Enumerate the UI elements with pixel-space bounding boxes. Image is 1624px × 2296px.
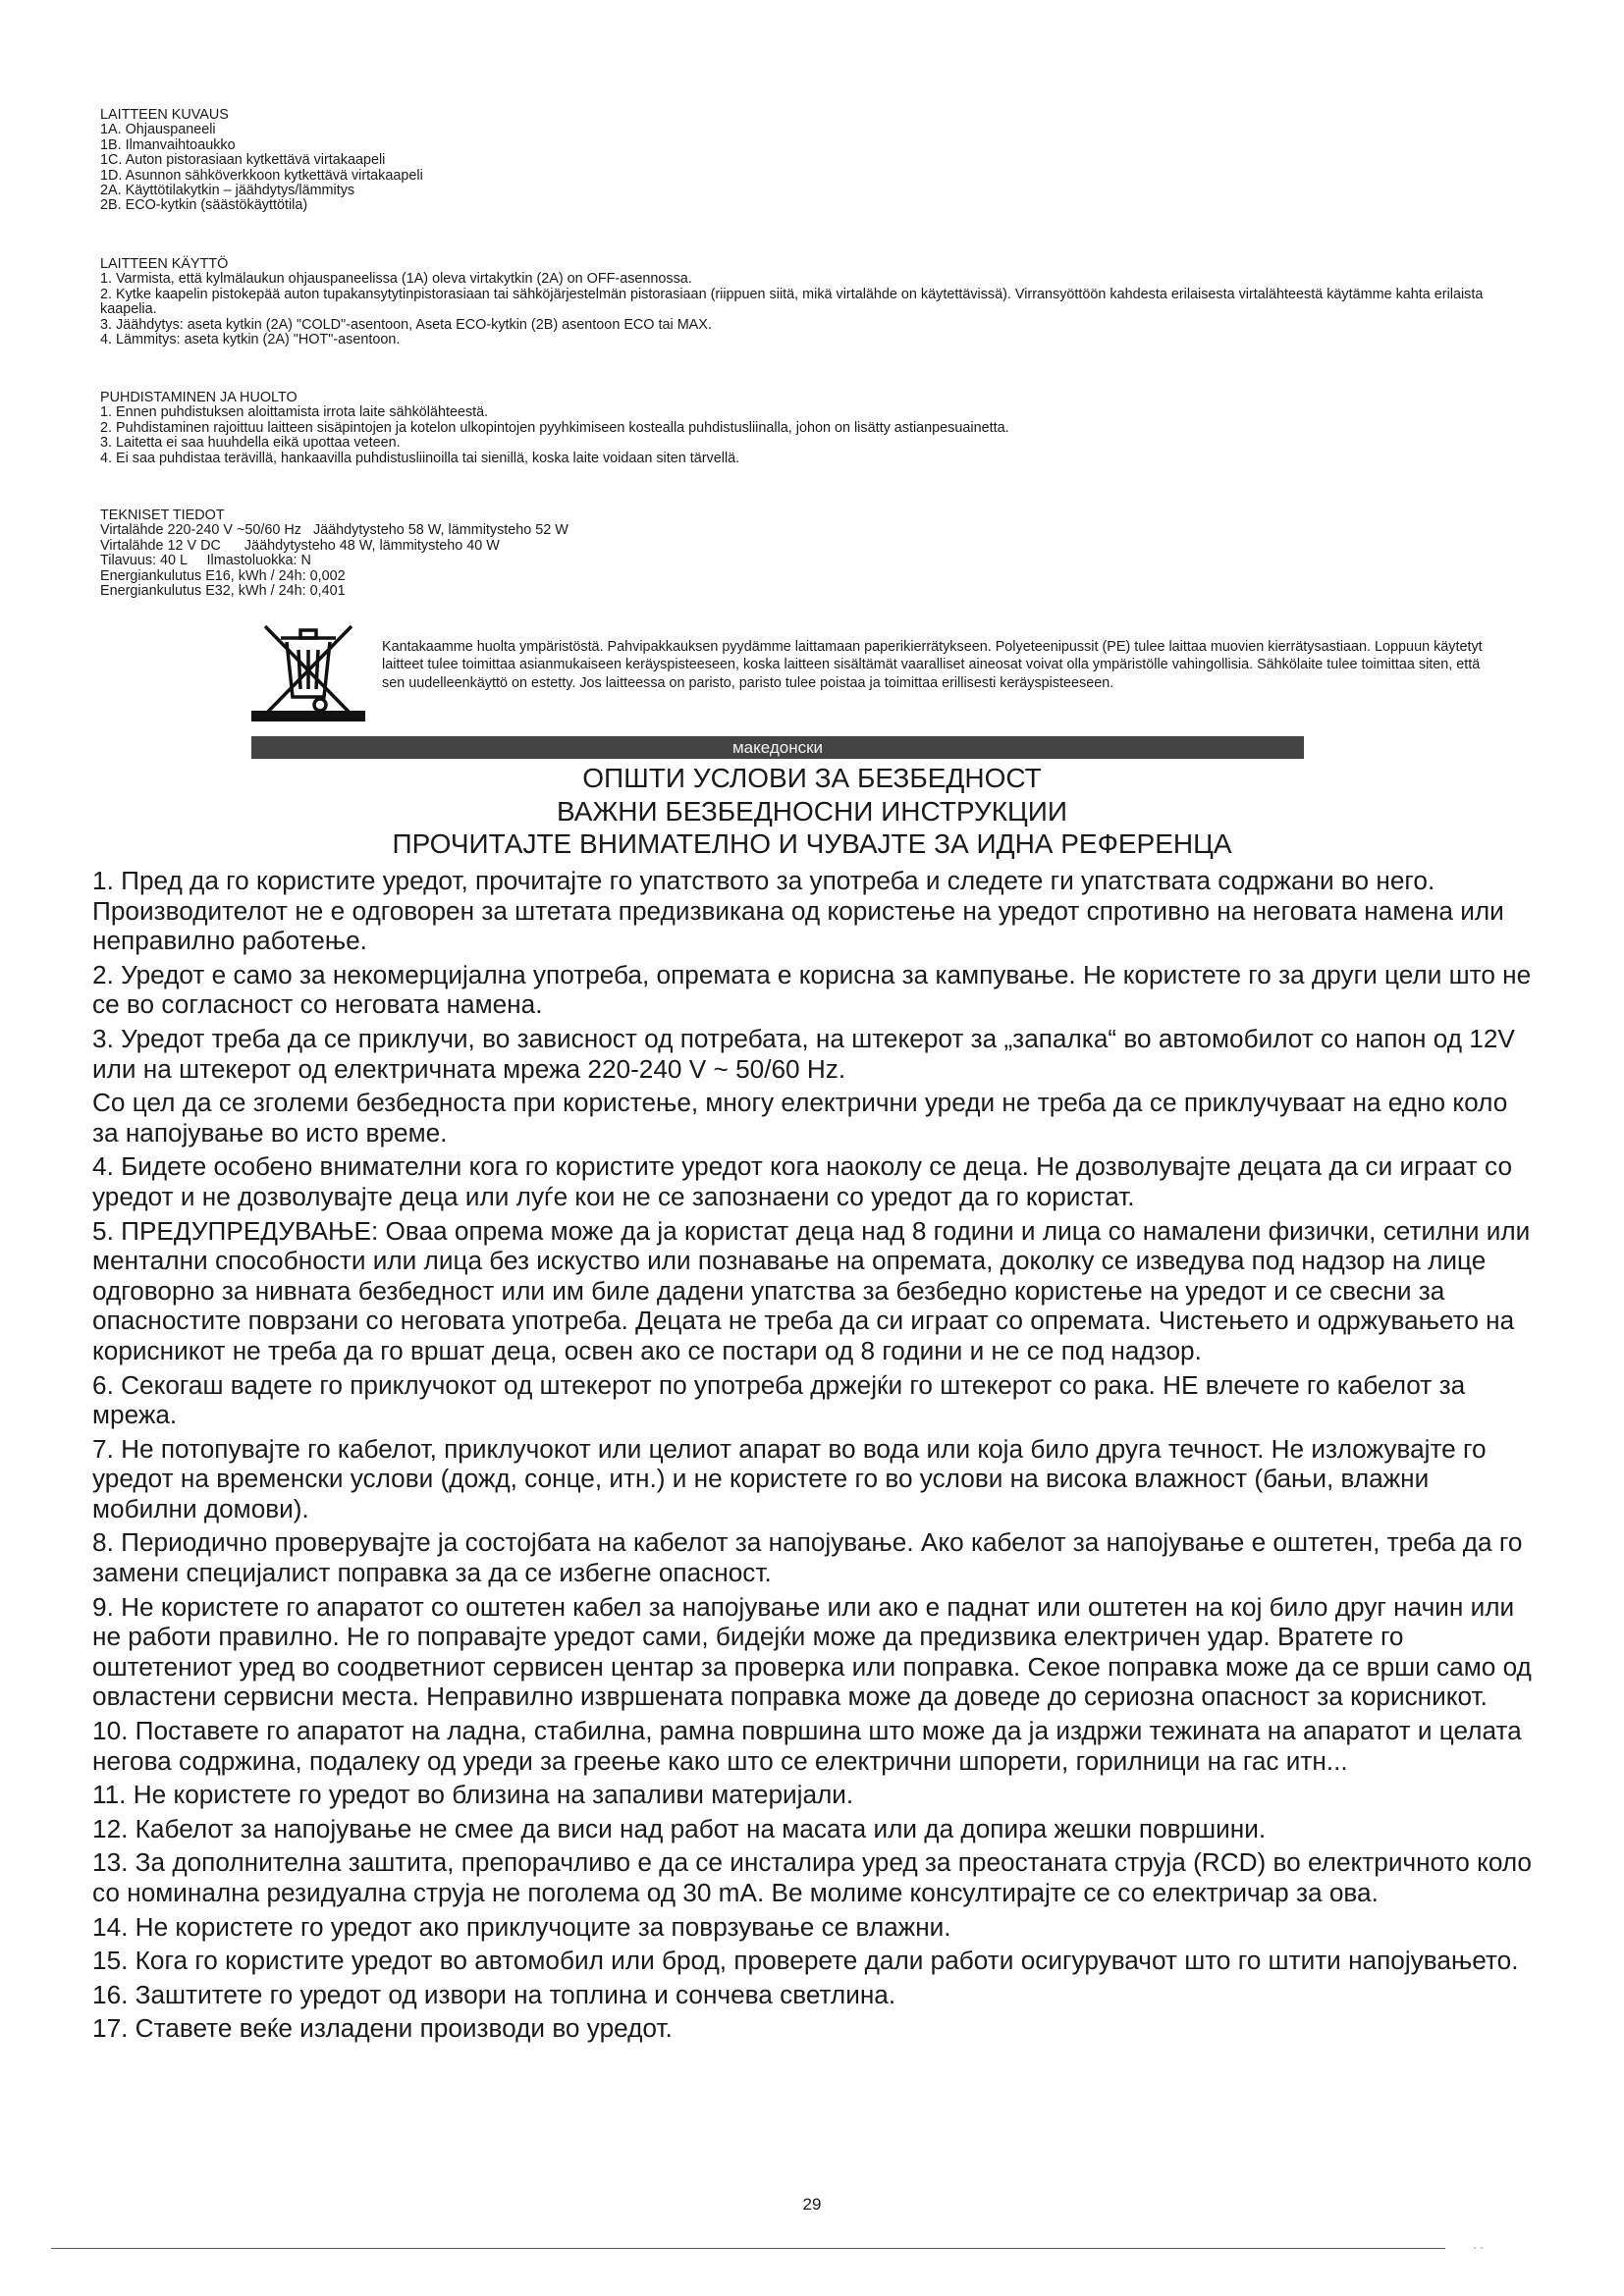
title-general-safety (100, 762, 1524, 795)
list-item: 1A. Ohjauspaneeli (100, 122, 216, 138)
spec-line: Virtalähde 12 V DC Jäähdytysteho 48 W, lämmitysteho 40 W (100, 537, 500, 554)
list-item: 4. Lämmitys: aseta kytkin (2A) "HOT"-asentoon. (100, 332, 401, 348)
instruction-paragraph: 2. Уредот е само за некомерцијална употреба, опремата е корисна за кампување. Не користете го за други цели што не се во согласност со неговата намена. (92, 959, 1532, 1020)
instruction-paragraph: 8. Периодично проверувајте ја состојбата на кабелот за напојување. Ако кабелот за напојување е оштетен, треба да го замени специјалист поправка за да се избегне опасност. (92, 1527, 1523, 1588)
instruction-paragraph: Со цел да се зголеми безбедноста при користење, многу електрични уреди не треба да се приклучуваат на едно коло за напојување во исто време. (92, 1088, 1508, 1148)
title-line: ОПШТИ УСЛОВИ ЗА БЕЗБЕДНОСТ (582, 763, 1042, 793)
instruction-paragraph: 4. Бидете особено внимателни кога го користите уредот кога наоколу се деца. Не дозволувајте децата да си играат со уредот и не дозволувајте деца или луѓе кои не се запознаени со уредот да го користат. (92, 1151, 1513, 1211)
section-heading: TEKNISET TIEDOT (100, 507, 225, 523)
list-item: 3. Laitetta ei saa huuhdella eikä upottaa veteen. (100, 435, 401, 452)
list-item: 4. Ei saa puhdistaa terävillä, hankaavilla puhdistusliinoilla tai sienillä, koska laite voidaan siten tärvellä. (100, 450, 740, 466)
instruction-paragraph: 17. Ставете веќе изладени производи во уредот. (92, 2013, 673, 2044)
instruction-paragraph: 12. Кабелот за напојување не смее да виси над работ на масата или да допира жешки површини. (92, 1813, 1267, 1843)
section-laitteen-kaytto (100, 257, 1524, 347)
section-heading: LAITTEEN KUVAUS (100, 107, 229, 123)
instruction-paragraph: 16. Заштитете го уредот од извори на топлина и сончева светлина. (92, 1979, 896, 2009)
instruction-paragraph: 7. Не потопувајте го кабелот, приклучокот или целиот апарат во вода или која било друга течност. Не изложувајте го уредот на временски услови (дожд, сонце, итн.) и не користете го во услови на висока влажност (бањи, влажни мобилни домови). (92, 1433, 1487, 1523)
page-number: 29 (802, 2195, 822, 2214)
weee-underline-bar (251, 711, 365, 721)
instruction-paragraph: 5. ПРЕДУПРЕДУВАЊЕ: Оваа опрема може да ја користат деца над 8 години и лица со намалени физички, сетилни или ментални способности или лица без искуство или познавање на опремата, доколку се изведува под надзор на лице одговорно за нивната безбедност или им биле дадени упатства за безбедно користење на уредот и се свесни за опасностите поврзани со неговата употреба. Децата не треба да си играат со опремата. Чистењето и одржувањето на корисникот не треба да го вршат деца, освен ако се постари од 8 години и не се под надзор. (92, 1215, 1531, 1365)
instruction-paragraph: 9. Не користете го апаратот со оштетен кабел за напојување или ако е паднат или оштетен на кој било друг начин или не работи правилно. Не го поправајте уредот сами, бидејќи може да предизвика електричен удар. Вратете го оштетениот уред во соодветниот сервисен центар за проверка или поправка. Секое поправка може да се врши само од овластени сервисни места. Неправилно извршената поправка може да доведе до сериозна опасност за корисникот. (92, 1591, 1532, 1712)
spec-line: Tilavuus: 40 L Ilmastoluokka: N (100, 553, 311, 569)
list-item: 1C. Auton pistorasiaan kytkettävä virtakaapeli (100, 152, 386, 169)
footer-divider (51, 2248, 1445, 2249)
instruction-paragraph: 3. Уредот треба да се приклучи, во зависност од потребата, на штекерот за „запалка“ во автомобилот со напон од 12V или на штекерот од електричната мрежа 220-240 V ~ 50/60 Hz. (92, 1023, 1515, 1084)
environment-note: Kantakaamme huolta ympäristöstä. Pahvipakkauksen pyydämme laittamaan paperikierrätykseen. Polyeteenipussit (PE) tulee laittaa muovien kierrätysastiaan. Loppuun käytetyt laitteet tulee toimittaa asianmukaiseen keräyspisteeseen, koska laitteen sisältämät vaaralliset aineosat voivat olla ympäristölle vahingollisia. Sähkölaite tulee toimittaa siten, että sen uudelleenkäyttö on estetty. Jos laitteessa on paristo, paristo tulee poistaa ja toimittaa erillisesti keräyspisteeseen. (382, 639, 1483, 691)
instruction-paragraph: 6. Секогаш вадете го приклучокот од штекерот по употреба држејќи го штекерот со рака. НЕ влечете го кабелот за мрежа. (92, 1369, 1466, 1430)
title-line: ВАЖНИ БЕЗБЕДНОСНИ ИНСТРУКЦИИ (557, 796, 1067, 827)
spec-line: Virtalähde 220-240 V ~50/60 Hz Jäähdytysteho 58 W, lämmitysteho 52 W (100, 522, 568, 539)
section-heading: PUHDISTAMINEN JA HUOLTO (100, 390, 298, 405)
instruction-paragraph: 1. Пред да го користите уредот, прочитајте го упатството за употреба и следете ги упатствата содржани во него. Производителот не е одговорен за штетата предизвикана од користење на уредот спротивно на неговата намена или неправилно работење. (92, 866, 1504, 956)
instruction-paragraph: 15. Кога го користите уредот во автомобил или брод, проверете дали работи осигурувачот што го штити напојувањето. (92, 1946, 1519, 1976)
language-bar: македонски (251, 736, 1304, 759)
spec-line: Energiankulutus E32, kWh / 24h: 0,401 (100, 583, 346, 600)
title-read-carefully (100, 828, 1524, 861)
footer-marks: ·· (1473, 2240, 1487, 2254)
list-item: 1. Varmista, että kylmälaukun ohjauspaneelissa (1A) oleva virtakytkin (2A) on OFF-asennossa. (100, 271, 692, 288)
list-item: 2. Kytke kaapelin pistokepää auton tupakansytytinpistorasiaan tai sähköjärjestelmän pistorasiaan (riippuen siitä, mikä virtalähde on käytettävissä). Virransyöttöön kahdesta erilaisesta virtalähteestä käytämme kahta erilaista kaapelia. (100, 286, 1484, 318)
safety-instructions (92, 866, 1532, 2048)
list-item: 1. Ennen puhdistuksen aloittamista irrota laite sähkölähteestä. (100, 404, 489, 421)
list-item: 1B. Ilmanvaihtoaukko (100, 136, 236, 153)
list-item: 2. Puhdistaminen rajoittuu laitteen sisäpintojen ja kotelon ulkopintojen pyyhkimiseen kostealla puhdistusliinalla, johon on lisätty astianpesuainetta. (100, 419, 1009, 436)
section-laitteen-kuvaus (100, 108, 1524, 214)
instruction-paragraph: 13. За дополнителна заштита, препорачливо е да се инсталира уред за преостаната струја (RCD) во електричното коло со номинална резидуална струја не поголема од 30 mA. Ве молиме консултирајте се со електричар за ова. (92, 1847, 1532, 1907)
title-important-instructions (100, 795, 1524, 828)
instruction-paragraph: 14. Не користете го уредот ако приклучоците за поврзување се влажни. (92, 1911, 951, 1942)
instruction-paragraph: 10. Поставете го апаратот на ладна, стабилна, рамна површина што може да ја издржи тежината на апаратот и целата негова содржина, подалеку од уреди за греење како што се електрични шпорети, горилници на гас итн... (92, 1716, 1522, 1776)
list-item: 1D. Asunnon sähköverkkoon kytkettävä virtakaapeli (100, 167, 423, 184)
title-line: ПРОЧИТАЈТЕ ВНИМАТЕЛНО И ЧУВАЈТЕ ЗА ИДНА РЕФЕРЕНЦА (392, 828, 1232, 859)
list-item: 3. Jäähdytys: aseta kytkin (2A) "COLD"-asentoon, Aseta ECO-kytkin (2B) asentoon ECO tai MAX. (100, 316, 712, 333)
list-item: 2B. ECO-kytkin (säästökäyttötila) (100, 197, 308, 214)
spec-line: Energiankulutus E16, kWh / 24h: 0,002 (100, 567, 346, 584)
section-tekniset-tiedot (100, 508, 1524, 599)
instruction-paragraph: 11. Не користете го уредот во близина на запаливи материјали. (92, 1780, 854, 1810)
list-item: 2A. Käyttötilakytkin – jäähdytys/lämmitys (100, 183, 355, 199)
section-heading: LAITTEEN KÄYTTÖ (100, 256, 229, 272)
section-puhdistaminen (100, 391, 1524, 466)
weee-crossed-bin-icon (251, 620, 365, 719)
